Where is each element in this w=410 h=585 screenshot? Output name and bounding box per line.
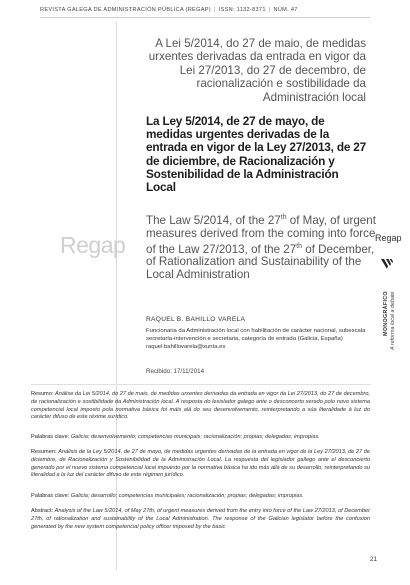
journal-logo-small: Regap	[375, 233, 402, 243]
abstract-spanish	[31, 449, 370, 480]
author-affiliation-text: Funcionaria da Administración local con habilitación de carácter nacional, subescala secretaría-intervención e secretaria, categoría de entrada (Galicia, España)	[146, 328, 366, 343]
title-spanish: La Ley 5/2014, de 27 de mayo, de medidas urgentes derivadas de la entrada en vigor de la Ley 27/2013, de 27 de diciembre, de Racionalización y Sostenibilidad de la Administración Local	[146, 114, 366, 195]
keywords-label: Palabras clave:	[31, 493, 70, 499]
author-affiliation	[146, 327, 368, 352]
header-separator: |	[213, 7, 216, 13]
journal-mark-icon	[380, 257, 394, 271]
author-name: RAQUEL B. BAHILLO VARELA	[146, 316, 246, 323]
abstract-divider	[31, 384, 371, 385]
margin-divider	[116, 22, 117, 570]
abstract-label: Abstract:	[31, 508, 54, 514]
title-english-part1: The Law 5/2014, of the 27	[146, 213, 281, 227]
abstract-galician	[31, 391, 370, 422]
keywords-text: Galicia; desarrollo; competencias municipales; racionalización; propias; delegadas; impropias.	[70, 493, 304, 499]
abstract-label: Resumo:	[31, 391, 54, 397]
section-label-title: MONOGRÁFICO	[383, 291, 389, 336]
header-divider	[40, 17, 370, 18]
journal-issue: NÚM. 47	[273, 7, 298, 13]
title-galician: A Lei 5/2014, do 27 de maio, de medidas urxentes derivadas da entrada en vigor da Lei 27/2013, do 27 de decembro, de racionalización e sostibilidade da Administración local	[148, 37, 366, 104]
journal-name: REVISTA GALEGA DE ADMINISTRACIÓN PÚBLICA (REGAP)	[40, 7, 211, 13]
keywords-spanish	[31, 493, 370, 501]
journal-header	[40, 7, 360, 13]
ordinal-suffix: th	[280, 214, 287, 221]
title-english-part2: of May, of urgent measures derived from the coming into force of the Law 27/2013, of the 27	[146, 213, 376, 256]
section-label	[383, 282, 395, 350]
abstract-english	[31, 508, 370, 531]
section-label-subtitle: A reforma local a debate	[390, 291, 396, 350]
abstract-text: Análisis de la Ley 5/2014, de 27 de mayo, de medidas urgentes derivadas de la entrada en vigor de la Ley 27/2013, de 27 de diciembre, de Racionalización y Sostenibilidad de la Administración Local. La respuesta del legislador gallego ante el desconcierto generado por el nuevo sistema competencial local impuesto por la normativa básica ha ido más allá de su desarrollo, reinterpretando su literalidad a la luz del carácter difuso de este régimen jurídico.	[31, 449, 371, 479]
title-english	[146, 212, 376, 282]
abstract-label: Resumen:	[31, 449, 57, 455]
journal-issn: ISSN: 1132-8371	[218, 7, 266, 13]
page-number: 21	[370, 556, 378, 563]
abstract-text: Analysis of the Law 5/2014, of May 27th, of urgent measures derived from the entry into force of the Law 27/2013, of December 27th, of rationalization and sustainability of the Local Administration. The response of the Galician legislator before the confusion generated by the new system competencial policy officer imposed by the basic	[31, 508, 370, 530]
author-email: raquel.bahillovarela@xunta.es	[146, 344, 226, 351]
keywords-galician	[31, 434, 370, 442]
keywords-label: Palabras clave:	[31, 434, 70, 440]
abstract-text: Análise da Lei 5/2014, do 27 de maio, de medidas urxentes derivadas da entrada en vigor da Lei 27/2013, do 27 de decembro, de racionalización e sostibilidade da Administración local. A resposta do lexislador galego ante o desconcerto xerado polo novo sistema competencial local imposto pola normativa básica foi máis alá do seu desenvolvemento, reinterpretando a súa literalidade á luz do carácter difuso de este réxime xurídico.	[31, 391, 370, 421]
title-english-part3: of December, of Rationalization and Sustainability of the Local Administration	[146, 242, 375, 282]
journal-logo: Regap	[60, 232, 126, 258]
keywords-text: Galicia; desenvolvemento; competencias municipais; racionalización; propias; delegadas; impropias.	[70, 434, 320, 440]
received-date: Recibido: 17/11/2014	[146, 368, 205, 375]
header-separator: |	[268, 7, 271, 13]
ordinal-suffix: th	[296, 242, 303, 250]
